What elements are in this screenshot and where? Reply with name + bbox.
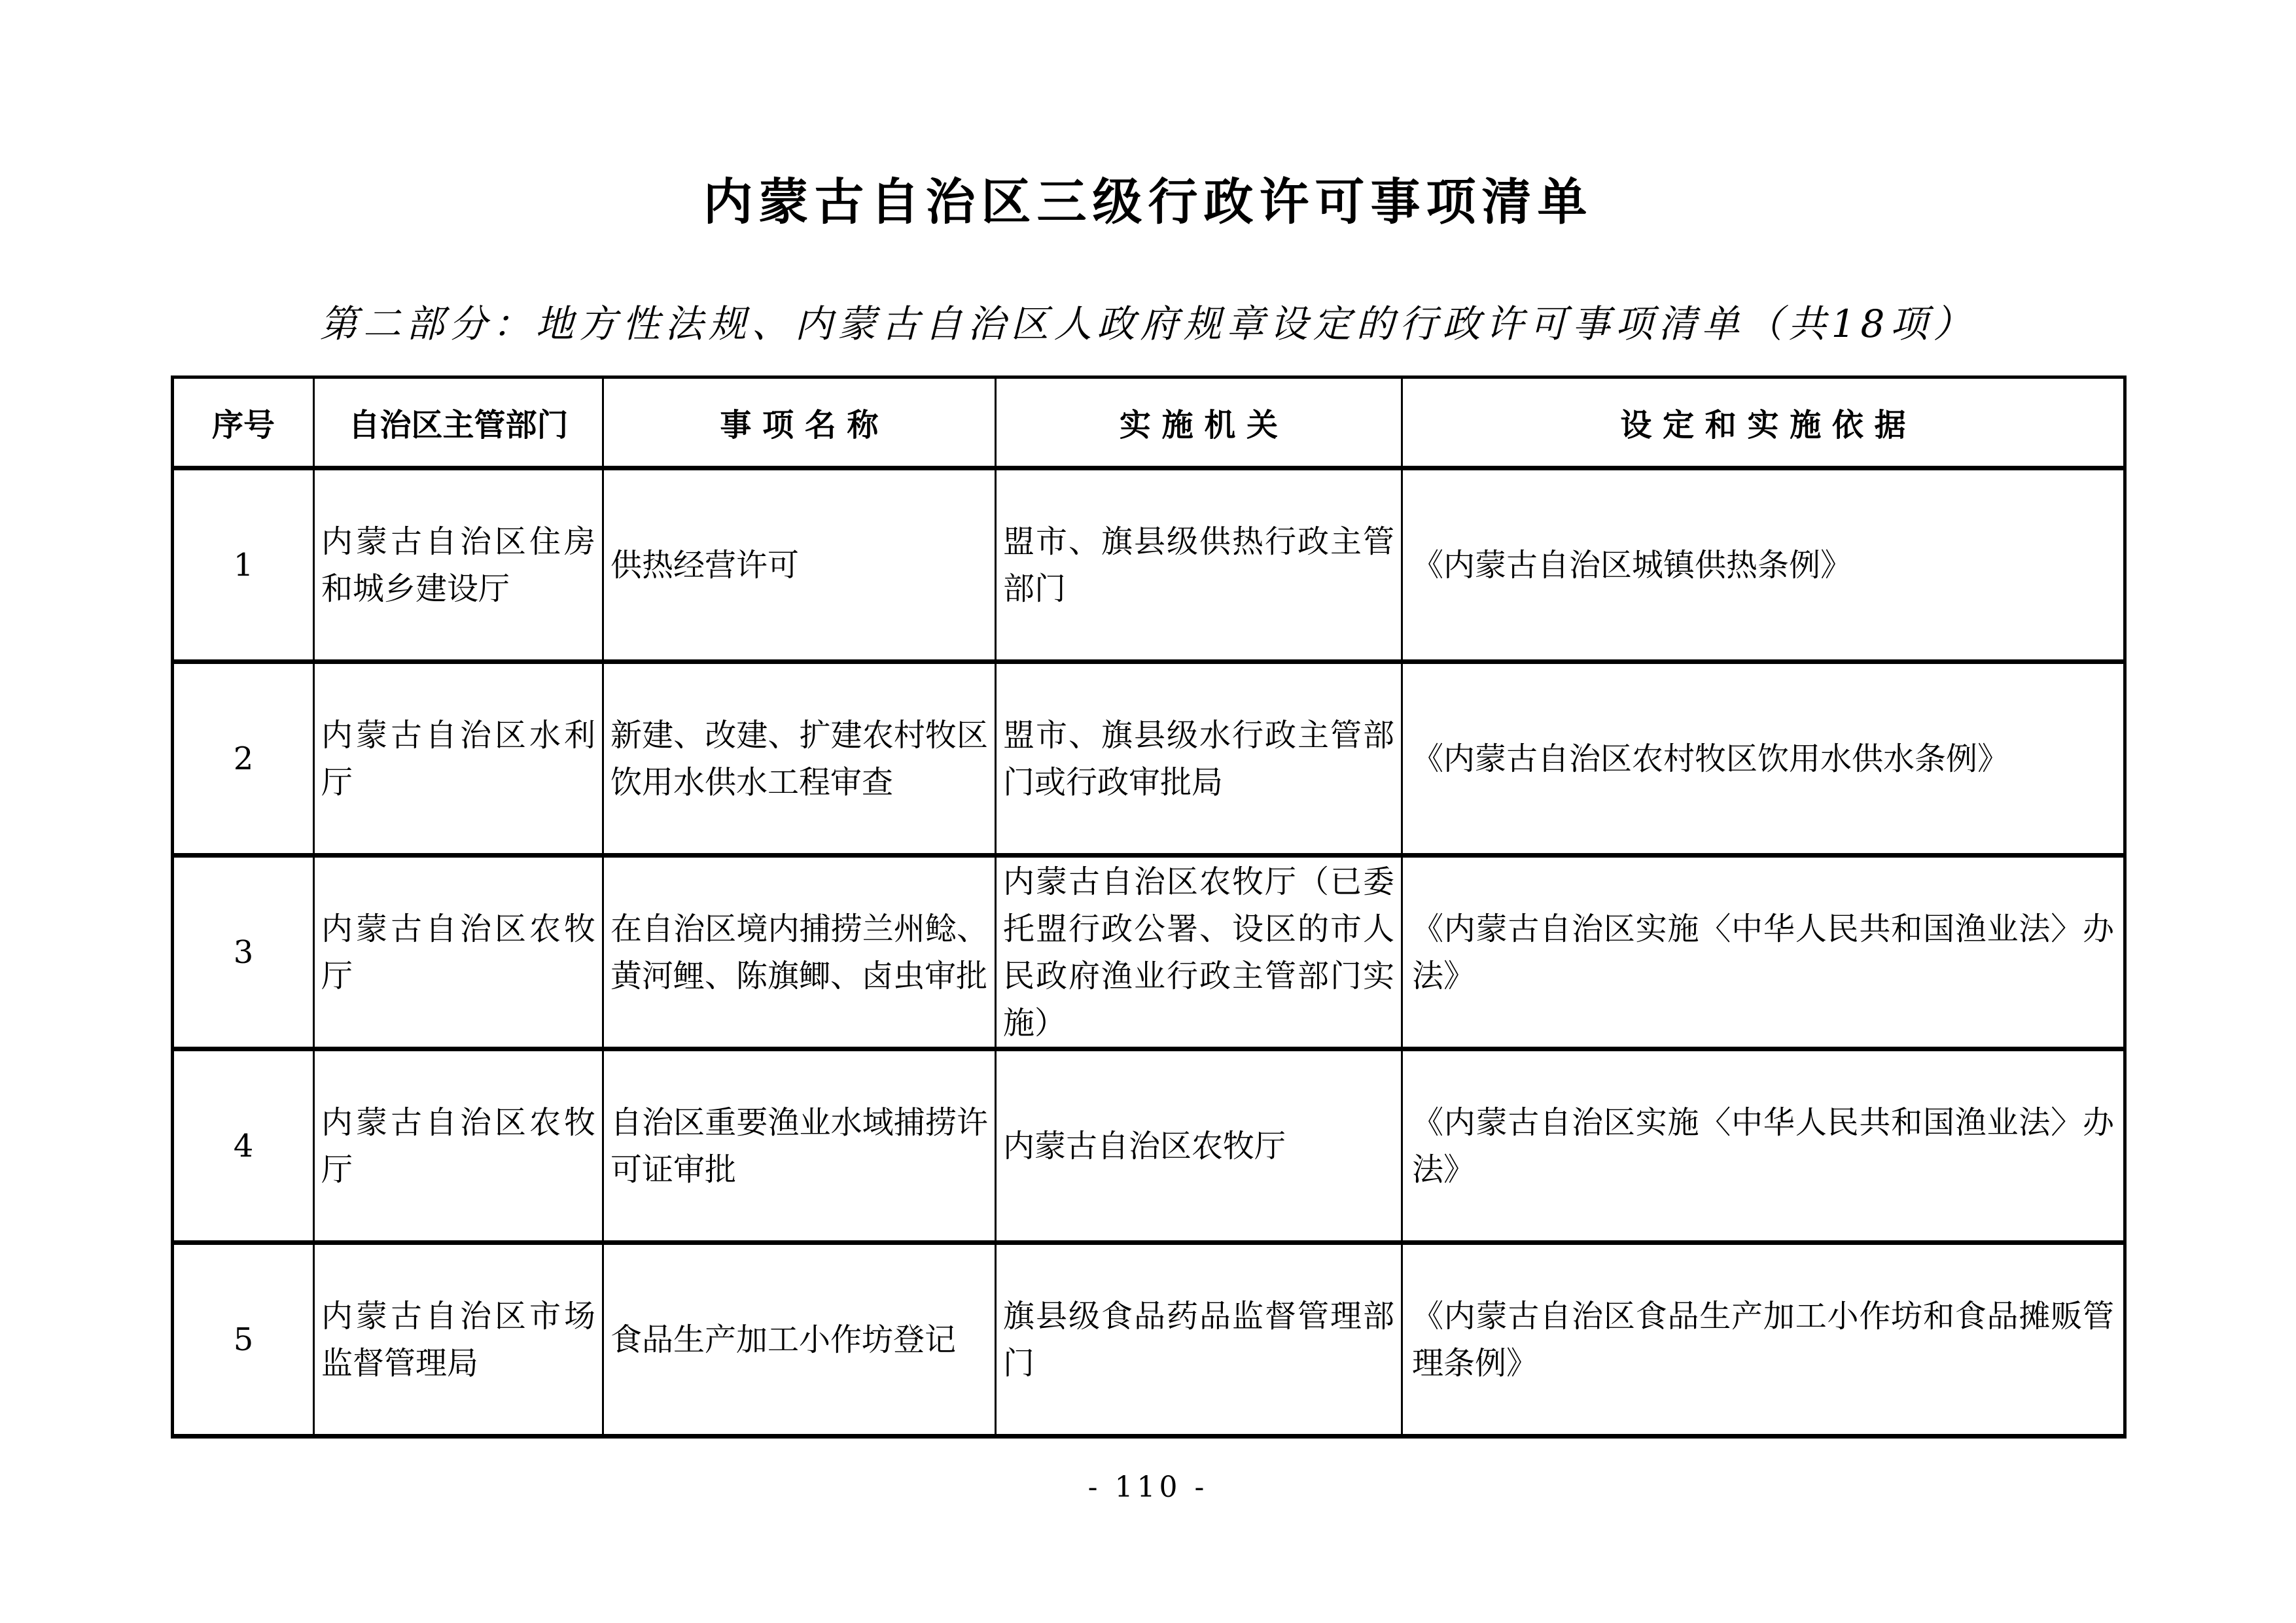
cell-agency: 内蒙古自治区农牧厅 (996, 1049, 1402, 1243)
cell-item-name: 新建、改建、扩建农村牧区饮用水供水工程审查 (603, 662, 996, 856)
column-header-serial-number: 序号 (173, 377, 314, 468)
cell-department: 内蒙古自治区农牧厅 (314, 856, 603, 1049)
cell-agency: 内蒙古自治区农牧厅（已委托盟行政公署、设区的市人民政府渔业行政主管部门实施） (996, 856, 1402, 1049)
cell-item-name: 自治区重要渔业水域捕捞许可证审批 (603, 1049, 996, 1243)
cell-item-name: 供热经营许可 (603, 468, 996, 662)
cell-agency: 旗县级食品药品监督管理部门 (996, 1243, 1402, 1437)
table-row (173, 856, 2125, 1049)
column-header-basis: 设 定 和 实 施 依 据 (1402, 377, 2125, 468)
table-row (173, 468, 2125, 662)
page-number: - 110 - (1087, 1471, 1209, 1504)
cell-basis: 《内蒙古自治区食品生产加工小作坊和食品摊贩管理条例》 (1402, 1243, 2125, 1437)
permit-items-table (171, 375, 2127, 1439)
column-header-agency: 实 施 机 关 (996, 377, 1402, 468)
cell-basis: 《内蒙古自治区农村牧区饮用水供水条例》 (1402, 662, 2125, 856)
cell-department: 内蒙古自治区农牧厅 (314, 1049, 603, 1243)
table-row (173, 1049, 2125, 1243)
cell-department: 内蒙古自治区水利厅 (314, 662, 603, 856)
cell-department: 内蒙古自治区住房和城乡建设厅 (314, 468, 603, 662)
column-header-department: 自治区主管部门 (314, 377, 603, 468)
cell-basis: 《内蒙古自治区城镇供热条例》 (1402, 468, 2125, 662)
cell-serial-number: 2 (173, 662, 314, 856)
cell-item-name: 在自治区境内捕捞兰州鲶、黄河鲤、陈旗鲫、卤虫审批 (603, 856, 996, 1049)
column-header-item-name: 事 项 名 称 (603, 377, 996, 468)
cell-serial-number: 4 (173, 1049, 314, 1243)
page-title: 内蒙古自治区三级行政许可事项清单 (703, 173, 1593, 231)
cell-basis: 《内蒙古自治区实施〈中华人民共和国渔业法〉办法》 (1402, 856, 2125, 1049)
cell-item-name: 食品生产加工小作坊登记 (603, 1243, 996, 1437)
cell-agency: 盟市、旗县级水行政主管部门或行政审批局 (996, 662, 1402, 856)
cell-department: 内蒙古自治区市场监督管理局 (314, 1243, 603, 1437)
cell-agency: 盟市、旗县级供热行政主管部门 (996, 468, 1402, 662)
table-row (173, 1243, 2125, 1437)
page-subtitle: 第二部分：地方性法规、内蒙古自治区人政府规章设定的行政许可事项清单（共18项） (319, 302, 1977, 346)
cell-serial-number: 1 (173, 468, 314, 662)
table-header-row (173, 377, 2125, 468)
cell-serial-number: 5 (173, 1243, 314, 1437)
table-row (173, 662, 2125, 856)
cell-basis: 《内蒙古自治区实施〈中华人民共和国渔业法〉办法》 (1402, 1049, 2125, 1243)
cell-serial-number: 3 (173, 856, 314, 1049)
